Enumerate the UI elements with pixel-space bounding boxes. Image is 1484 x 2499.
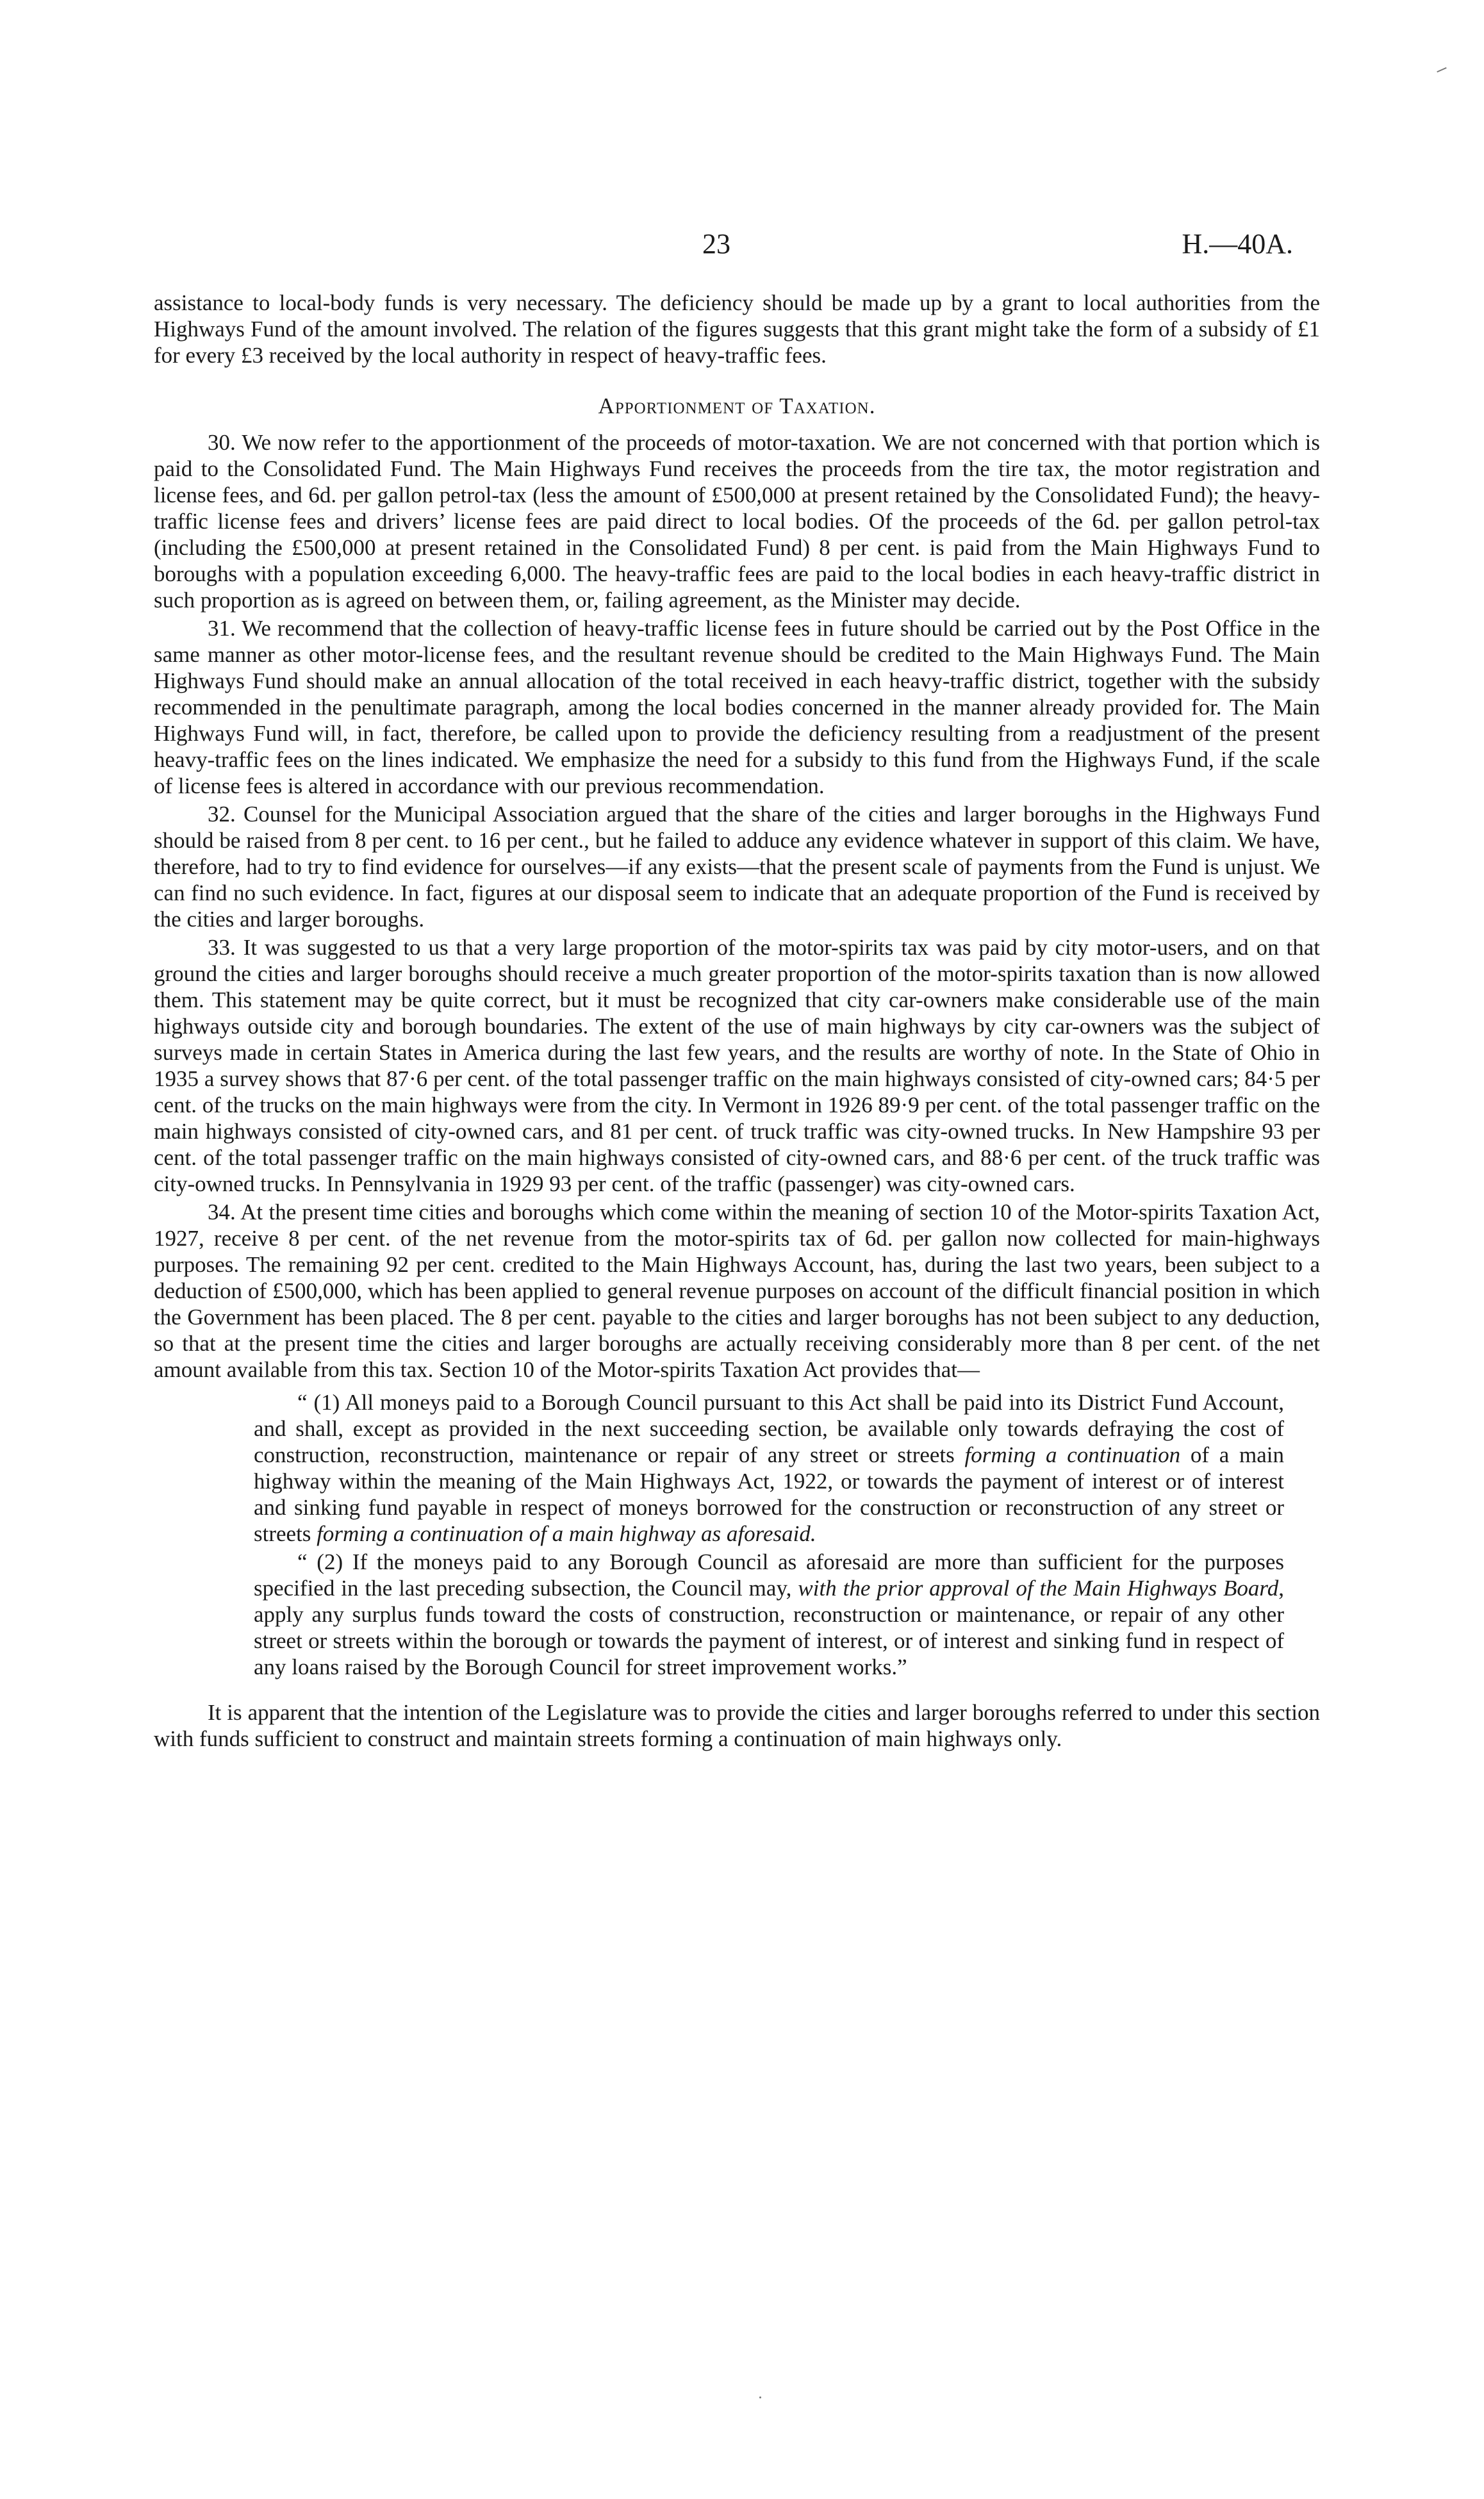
quote-1-text-b: of a main highway within the meaning of the Main Highways Act, 1922, or towards the payment of interest or of interest and sinking fund payable in respect of moneys borrowed for the construction or reconstruction of any street or streets bbox=[254, 1442, 1284, 1546]
paragraph-32: 32. Counsel for the Municipal Association argued that the share of the cities and larger boroughs in the Highways Fund should be raised from 8 per cent. to 16 per cent., but he failed to adduce any evidence whatever in support of this claim. We have, therefore, had to try to find evidence for ourselves—if any exists—that the present scale of payments from the Fund is unjust. We can find no such evidence. In fact, figures at our disposal seem to indicate that an adequate proportion of the Fund is received by the cities and larger boroughs. bbox=[154, 802, 1320, 932]
page-number: 23 bbox=[702, 228, 730, 260]
paragraph-33: 33. It was suggested to us that a very large proportion of the motor-spirits tax was paid by city motor-users, and on that ground the cities and larger boroughs should receive a much greater proportion of the motor-spirits taxation than is now allowed them. This statement may be quite correct, but it must be recognized that city car-owners make considerable use of the main highways outside city and borough boundaries. The extent of the use of main highways by city car-owners was the subject of surveys made in certain States in America during the last few years, and the results are worthy of note. In the State of Ohio in 1935 a survey shows that 87·6 per cent. of the total passenger traffic on the main highways consisted of city-owned cars; 84·5 per cent. of the trucks on the main highways were from the city. In Vermont in 1926 89·9 per cent. of the total passenger traffic on the main highways consisted of city-owned cars, and 81 per cent. of truck traffic was city-owned trucks. In New Hampshire 93 per cent. of the total passenger traffic on the main highways consisted of city-owned cars, and 88·6 per cent. of the truck traffic was city-owned trucks. In Pennsylvania in 1929 93 per cent. of the traffic (passenger) was city-owned cars. bbox=[154, 935, 1320, 1196]
quote-2-italic-a: with the prior approval of the Main Highways Board bbox=[798, 1576, 1279, 1601]
intro-paragraph: assistance to local-body funds is very necessary. The deficiency should be made up by a grant to local authorities from the Highways Fund of the amount involved. The relation of the figures suggests that this grant might take the form of a subsidy of £1 for every £3 received by the local authority in respect of heavy-traffic fees. bbox=[154, 290, 1320, 368]
quote-1-italic-a: forming a continuation bbox=[964, 1442, 1181, 1467]
scan-mark bbox=[1437, 67, 1446, 72]
statute-quote-1 bbox=[254, 1389, 1284, 1547]
paragraph-31: 31. We recommend that the collection of heavy-traffic license fees in future should be carried out by the Post Office in the same manner as other motor-license fees, and the resultant revenue should be credited to the Main Highways Fund. The Main Highways Fund should make an annual allocation of the total received in each heavy-traffic district, together with the subsidy recommended in the penultimate paragraph, among the local bodies concerned in the manner already provided for. The Main Highways Fund will, in fact, therefore, be called upon to provide the deficiency resulting from a readjustment of the present heavy-traffic fees on the lines indicated. We emphasize the need for a subsidy to this fund from the Highways Fund, if the scale of license fees is altered in accordance with our previous recommendation. bbox=[154, 616, 1320, 798]
quote-1-italic-b: forming a continuation of a main highway as aforesaid. bbox=[317, 1521, 816, 1546]
section-heading: Apportionment of Taxation. bbox=[598, 393, 876, 418]
scan-dot bbox=[759, 2396, 761, 2398]
statute-quote-2 bbox=[254, 1549, 1284, 1680]
paragraph-34: 34. At the present time cities and boroughs which come within the meaning of section 10 of the Motor-spirits Taxation Act, 1927, receive 8 per cent. of the net revenue from the motor-spirits tax of 6d. per gallon now collected for main-highways purposes. The remaining 92 per cent. credited to the Main Highways Account, has, during the last two years, been subject to a deduction of £500,000, which has been applied to general revenue purposes on account of the difficult financial position in which the Government has been placed. The 8 per cent. payable to the cities and larger boroughs has not been subject to any deduction, so that at the present time the cities and larger boroughs are actually receiving considerably more than 8 per cent. of the net amount available from this tax. Section 10 of the Motor-spirits Taxation Act provides that— bbox=[154, 1200, 1320, 1382]
paragraph-30: 30. We now refer to the apportionment of the proceeds of motor-taxation. We are not concerned with that portion which is paid to the Consolidated Fund. The Main Highways Fund receives the proceeds from the tire tax, the motor registration and license fees, and 6d. per gallon petrol-tax (less the amount of £500,000 at present retained by the Consolidated Fund); the heavy-traffic license fees and drivers’ license fees are paid direct to local bodies. Of the proceeds of the 6d. per gallon petrol-tax (including the £500,000 at present retained in the Consolidated Fund) 8 per cent. is paid from the Main Highways Fund to boroughs with a population exceeding 6,000. The heavy-traffic fees are paid to the local bodies in each heavy-traffic district in such proportion as is agreed on between them, or, failing agreement, as the Minister may decide. bbox=[154, 430, 1320, 613]
document-body bbox=[154, 290, 1320, 1754]
quote-2-text-a: “ (2) If the moneys paid to any Borough Council as aforesaid are more than sufficient for the purposes specified in the last preceding subsection, the Council may, bbox=[254, 1549, 1284, 1601]
closing-paragraph: It is apparent that the intention of the Legislature was to provide the cities and larger boroughs referred to under this section with funds sufficient to construct and maintain streets forming a continuation of main highways only. bbox=[154, 1700, 1320, 1751]
document-reference: H.—40A. bbox=[1182, 228, 1293, 260]
quote-1-text-a: “ (1) All moneys paid to a Borough Council pursuant to this Act shall be paid into its District Fund Account, and shall, except as provided in the next succeeding section, be available only towards defraying the cost of construction, reconstruction, maintenance or repair of any street or streets bbox=[254, 1390, 1284, 1467]
quote-2-text-b: , apply any surplus funds toward the costs of construction, reconstruction or maintenance, or repair of any other street or streets within the borough or towards the payment of interest, or of interest and sinking fund in respect of any loans raised by the Borough Council for street improvement works.” bbox=[254, 1576, 1284, 1679]
